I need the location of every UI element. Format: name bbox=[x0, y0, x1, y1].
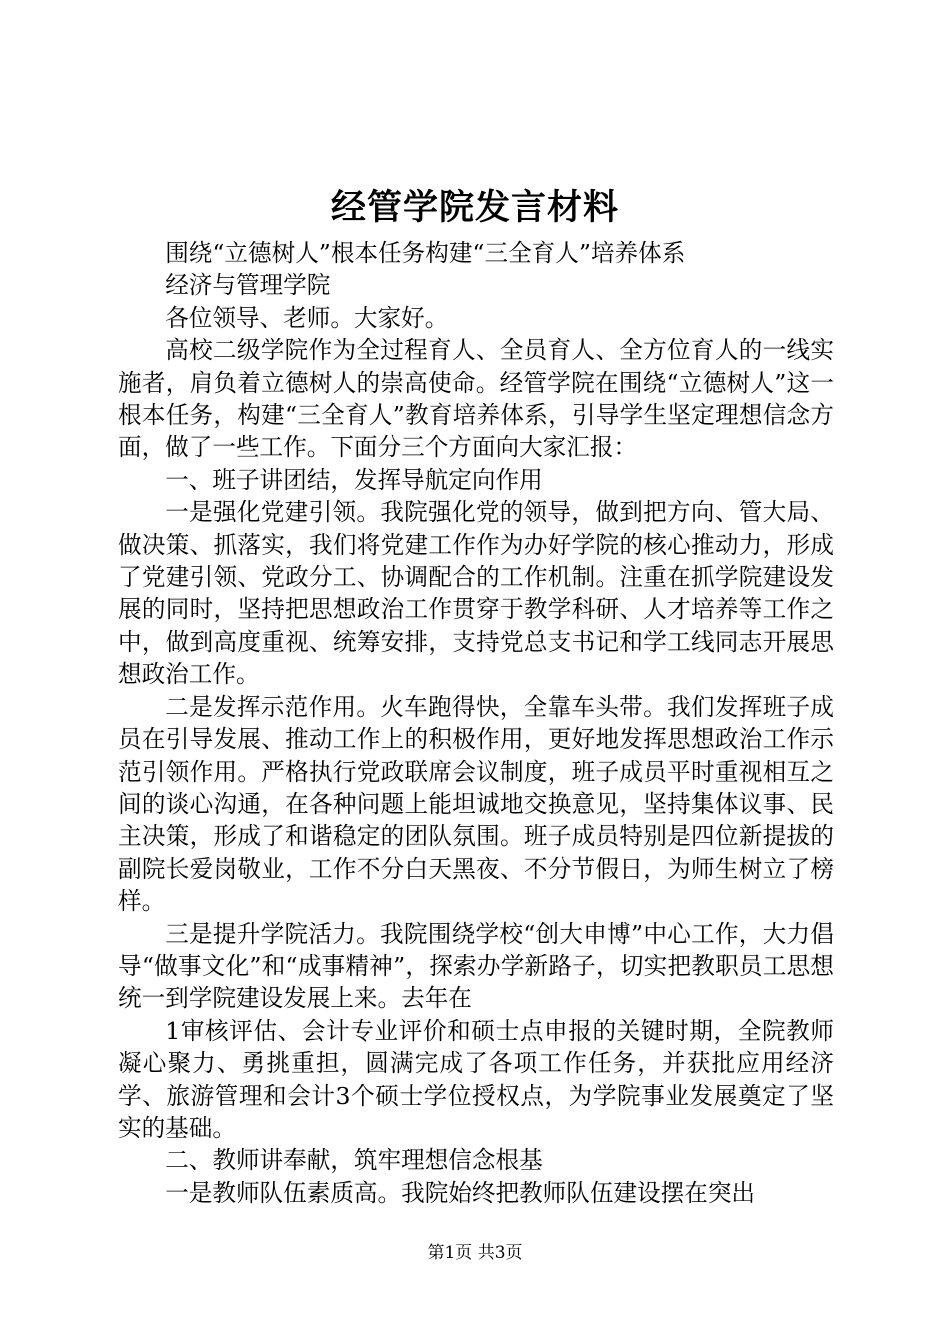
section-heading-1: 一、班子讲团结，发挥导航定向作用 bbox=[165, 465, 543, 494]
intro-paragraph: 高校二级学院作为全过程育人、全员育人、全方位育人的一线实施者，肩负着立德树人的崇高使命。经管学院在围绕“立德树人”这一根本任务，构建“三全育人”教育培养体系，引导学生坚定理想信念方面，做了一些工作。下面分三个方面向大家汇报： bbox=[118, 336, 834, 462]
section-heading-2: 二、教师讲奉献，筑牢理想信念根基 bbox=[165, 1146, 543, 1175]
greeting-paragraph: 各位领导、老师。大家好。 bbox=[165, 303, 449, 332]
author-paragraph: 经济与管理学院 bbox=[165, 271, 331, 300]
body-paragraph: 二是发挥示范作用。火车跑得快，全靠车头带。我们发挥班子成员在引导发展、推动工作上的积极作用，更好地发挥思想政治工作示范引领作用。严格执行党政联席会议制度，班子成员平时重视相互之间的谈心沟通，在各种问题上能坦诚地交换意见，坚持集体议事、民主决策，形成了和谐稳定的团队氛围。班子成员特别是四位新提拔的副院长爱岗敬业，工作不分白天黑夜、不分节假日，为师生树立了榜样。 bbox=[118, 692, 834, 916]
body-paragraph: 1审核评估、会计专业评价和硕士点申报的关键时期，全院教师凝心聚力、勇挑重担，圆满完成了各项工作任务，并获批应用经济学、旅游管理和会计3个硕士学位授权点，为学院事业发展奠定了坚实的基础。 bbox=[118, 1016, 834, 1142]
body-paragraph: 一是强化党建引领。我院强化党的领导，做到把方向、管大局、做决策、抓落实，我们将党建工作作为办好学院的核心推动力，形成了党建引领、党政分工、协调配合的工作机制。注重在抓学院建设发展的同时，坚持把思想政治工作贯穿于教学科研、人才培养等工作之中，做到高度重视、统筹安排，支持党总支书记和学工线同志开展思想政治工作。 bbox=[118, 498, 834, 689]
document-title: 经管学院发言材料 bbox=[330, 187, 619, 228]
page-footer: 第1页 共3页 bbox=[427, 1243, 523, 1263]
body-paragraph: 三是提升学院活力。我院围绕学校“创大申博”中心工作，大力倡导“做事文化”和“成事精神”，探索办学新路子，切实把教职员工思想统一到学院建设发展上来。去年在 bbox=[118, 919, 834, 1013]
body-paragraph: 一是教师队伍素质高。我院始终把教师队伍建设摆在突出 bbox=[165, 1178, 756, 1207]
subtitle-paragraph: 围绕“立德树人”根本任务构建“三全育人”培养体系 bbox=[165, 239, 686, 267]
document-body bbox=[118, 237, 834, 1209]
